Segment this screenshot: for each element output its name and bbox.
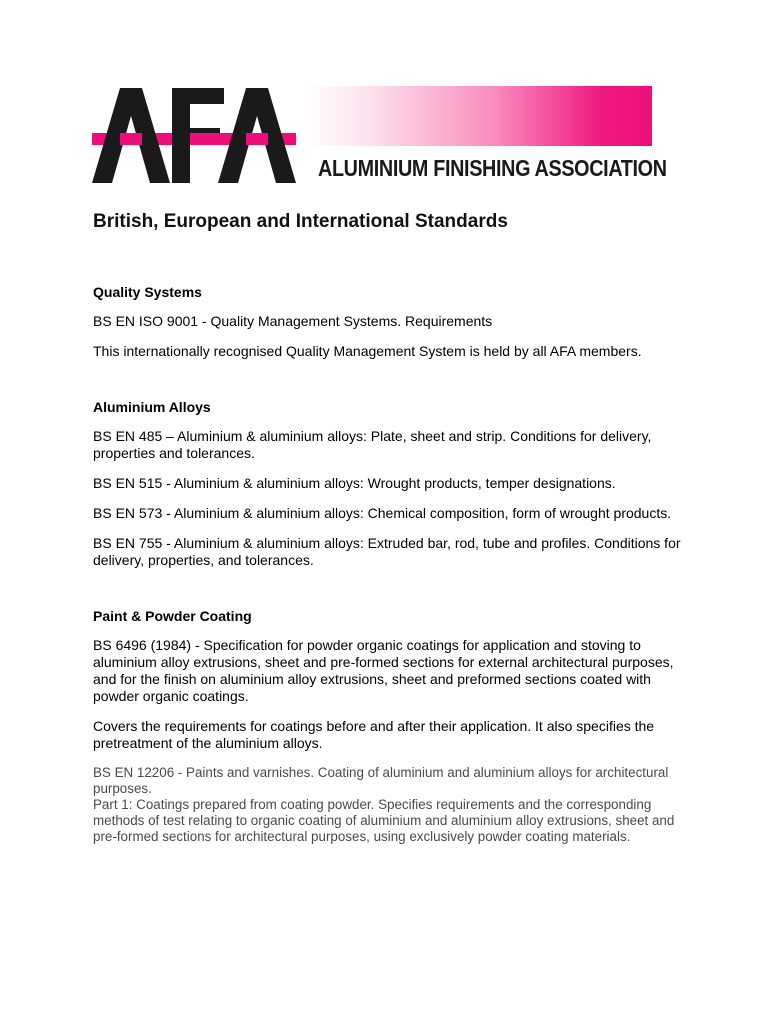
afa-logo	[92, 86, 296, 184]
paragraph: BS 6496 (1984) - Specification for powder organic coatings for application and stoving to aluminium alloy extrusions, sheet and pre-formed sections for external architectural purposes, and for the finish on aluminium alloy extrusions, sheet and preformed sections coated with powder organic coatings.	[93, 637, 674, 704]
paragraph-gray: BS EN 12206 - Paints and varnishes. Coating of aluminium and aluminium alloys for architectural purposes.	[93, 765, 669, 796]
section-quality-systems	[93, 284, 683, 360]
section-heading: Quality Systems	[93, 284, 202, 300]
section-aluminium-alloys	[93, 399, 683, 569]
paragraph: BS EN 573 - Aluminium & aluminium alloys: Chemical composition, form of wrought products.	[93, 505, 672, 521]
section-heading: Aluminium Alloys	[93, 399, 211, 415]
paragraph: BS EN 485 – Aluminium & aluminium alloys: Plate, sheet and strip. Conditions for delivery, properties and tolerances.	[93, 428, 652, 461]
document-title: British, European and International Standards	[93, 211, 508, 232]
paragraph: Covers the requirements for coatings before and after their application. It also specifies the pretreatment of the aluminium alloys.	[93, 718, 655, 751]
association-name: ALUMINIUM FINISHING ASSOCIATION	[318, 155, 667, 181]
section-paint-powder-coating	[93, 608, 683, 845]
header-gradient-bar	[304, 86, 652, 146]
paragraph: BS EN 755 - Aluminium & aluminium alloys: Extruded bar, rod, tube and profiles. Conditions for delivery, properties, and tolerances.	[93, 535, 681, 568]
paragraph: BS EN 515 - Aluminium & aluminium alloys: Wrought products, temper designations.	[93, 475, 616, 491]
paragraph-gray: Part 1: Coatings prepared from coating powder. Specifies requirements and the corresponding methods of test relating to organic coating of aluminium and aluminium alloy extrusions, sheet and pre-formed sections for architectural purposes, using exclusively powder coating materials.	[93, 797, 675, 844]
document-content	[93, 210, 683, 845]
section-heading: Paint & Powder Coating	[93, 608, 252, 624]
paragraph: This internationally recognised Quality Management System is held by all AFA members.	[93, 343, 642, 359]
paragraph: BS EN ISO 9001 - Quality Management Systems. Requirements	[93, 313, 493, 329]
